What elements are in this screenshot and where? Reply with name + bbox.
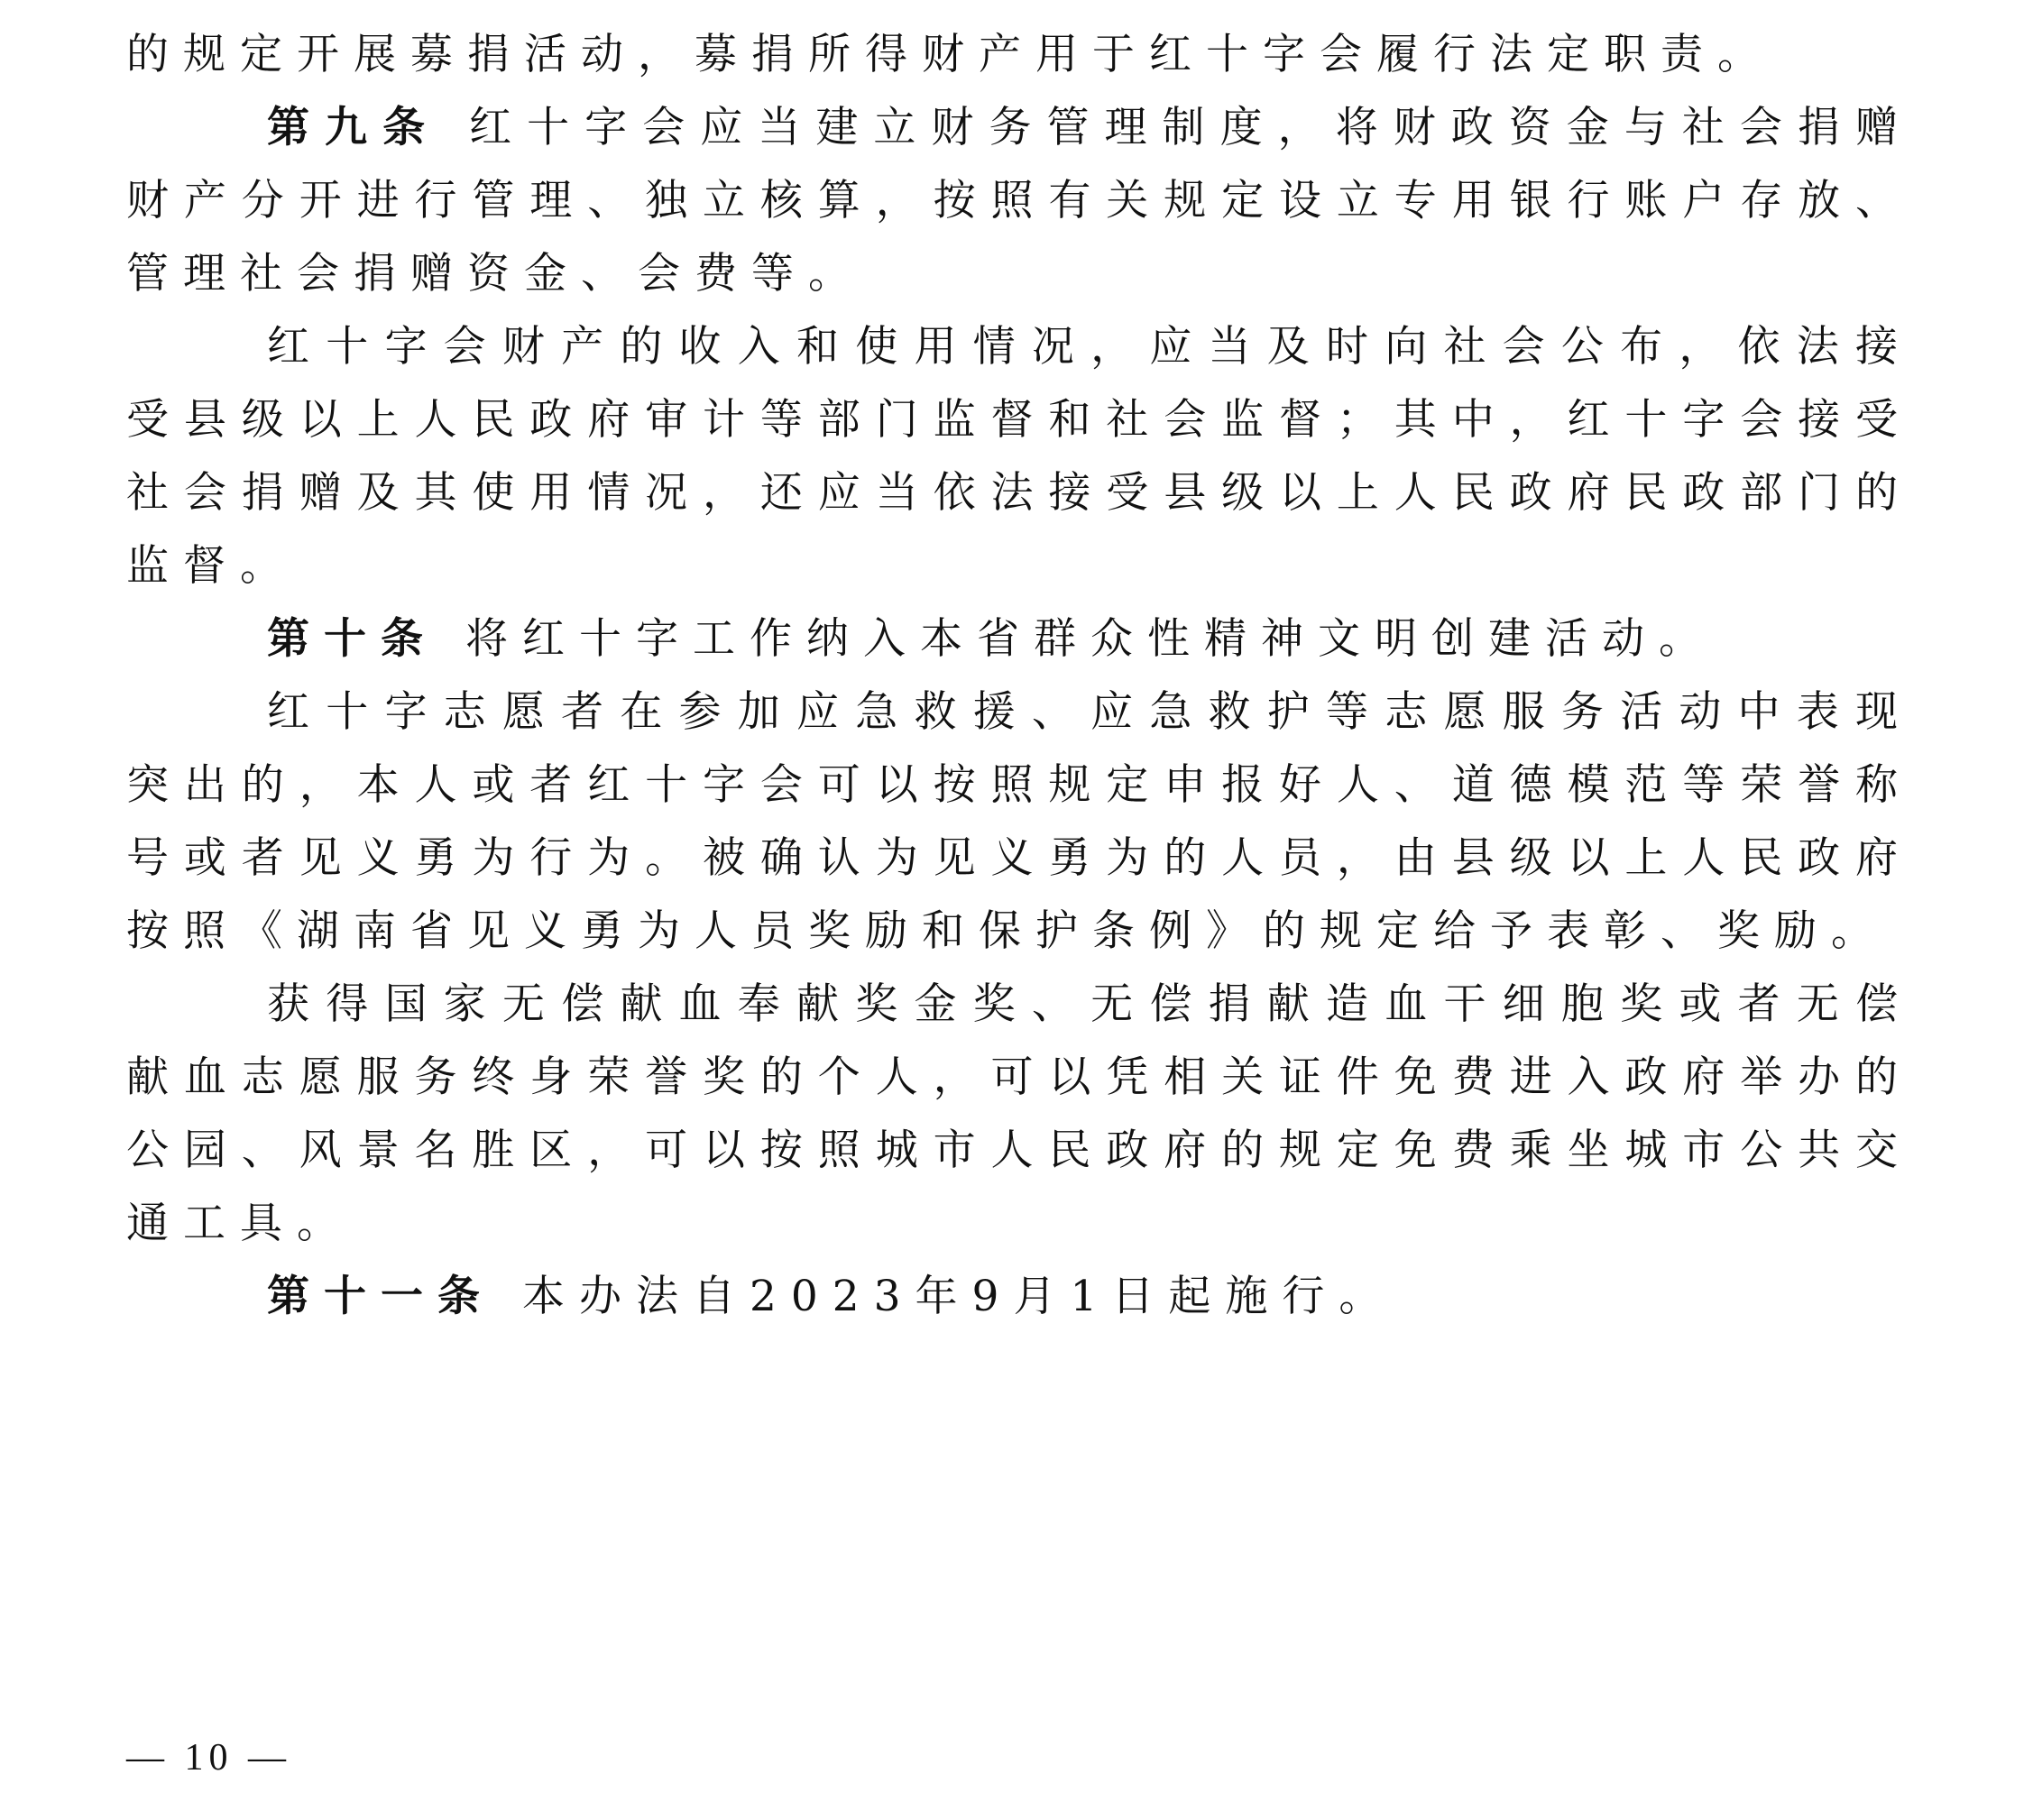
paragraph-4-text: 将红十字工作纳入本省群众性精神文明创建活动。 xyxy=(437,614,1716,664)
paragraph-1-text: 的规定开展募捐活动，募捐所得财产用于红十字会履行法定职责。 xyxy=(126,30,1774,79)
article-text-body xyxy=(126,18,1912,1333)
page-number: — 10 — xyxy=(126,1737,291,1779)
article-9-label: 第九条 xyxy=(267,103,441,152)
paragraph-2-article-9 xyxy=(126,91,1912,310)
paragraph-4-article-10 xyxy=(126,602,1912,676)
paragraph-3-text: 红十字会财产的收入和使用情况，应当及时向社会公布，依法接受县级以上人民政府审计等部门监督和社会监督；其中，红十字会接受社会捐赠及其使用情况，还应当依法接受县级以上人民政府民政部门的监督。 xyxy=(126,322,1912,591)
paragraph-7-text: 本办法自2023年9月1日起施行。 xyxy=(494,1272,1396,1321)
paragraph-5 xyxy=(126,676,1912,968)
paragraph-6-text: 获得国家无偿献血奉献奖金奖、无偿捐献造血干细胞奖或者无偿献血志愿服务终身荣誉奖的个人，可以凭相关证件免费进入政府举办的公园、风景名胜区，可以按照城市人民政府的规定免费乘坐城市公共交通工具。 xyxy=(126,979,1912,1248)
paragraph-5-text: 红十字志愿者在参加应急救援、应急救护等志愿服务活动中表现突出的，本人或者红十字会可以按照规定申报好人、道德模范等荣誉称号或者见义勇为行为。被确认为见义勇为的人员，由县级以上人民政府按照《湖南省见义勇为人员奖励和保护条例》的规定给予表彰、奖励。 xyxy=(126,687,1912,956)
article-11-label: 第十一条 xyxy=(267,1272,494,1321)
paragraph-7-article-11 xyxy=(126,1260,1912,1333)
paragraph-3 xyxy=(126,310,1912,602)
article-10-label: 第十条 xyxy=(267,614,437,664)
paragraph-1 xyxy=(126,18,1912,91)
paragraph-6 xyxy=(126,968,1912,1260)
paragraph-2-text: 红十字会应当建立财务管理制度，将财政资金与社会捐赠财产分开进行管理、独立核算，按照有关规定设立专用银行账户存放、管理社会捐赠资金、会费等。 xyxy=(126,103,1912,299)
